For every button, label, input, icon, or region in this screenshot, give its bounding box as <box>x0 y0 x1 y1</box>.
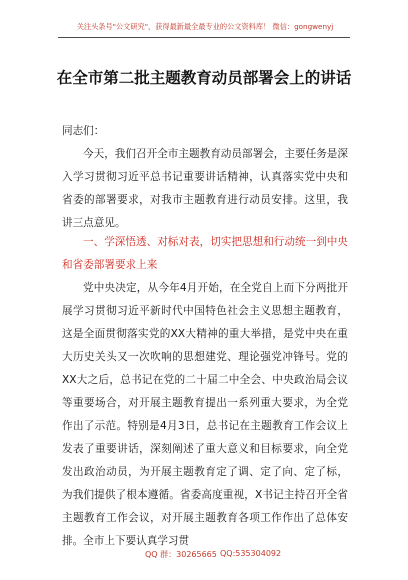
section-heading: 一、学深悟透、对标对表，切实把思想和行动统一到中央和省委部署要求上来 <box>62 236 348 271</box>
document-title: 在全市第二批主题教育动员部署会上的讲话 <box>56 69 352 87</box>
footer-qq: QQ:535304092 <box>220 549 282 558</box>
header-divider <box>58 37 350 38</box>
header-banner: 关注头条号"公文研究"，获得最新最全最专业的公文资料库！ 微信：gongwenyj <box>76 22 334 31</box>
footer-qq-group: QQ 群：30265665 <box>145 550 217 559</box>
paragraph: 党中央决定，从今年4月开始，在全党自上而下分两批开展学习贯彻习近平新时代中国特色社会主义思想主题教育，这是全面贯彻落实党的XX大精神的重大举措，是党中央在重大历史关头又一次吹响的思想建党、理论强党冲锋号。党的XX大之后，总书记在党的二十届二中全会、中央政治局会议等重要场合，对开展主题教育提出一系列重大要求，为全党作出了示范。特别是4月3日，总书记在主题教育工作会议上发表了重要讲话，深刻阐述了重大意义和目标要求，向全党发出政治动员，为开展主题教育定了调、定了向、定了标，为我们提供了根本遵循。省委高度重视，X书记主持召开全省主题教育工作会议，对开展主题教育各项工作作出了总体安排。全市上下要认真学习贯 <box>62 282 348 547</box>
salutation: 同志们： <box>62 125 105 137</box>
paragraph: 今天，我们召开全市主题教育动员部署会，主要任务是深入学习贯彻习近平总书记重要讲话精神，认真落实党中央和省委的部署要求，对我市主题教育进行动员安排。这里，我讲三点意见。 <box>62 148 348 229</box>
